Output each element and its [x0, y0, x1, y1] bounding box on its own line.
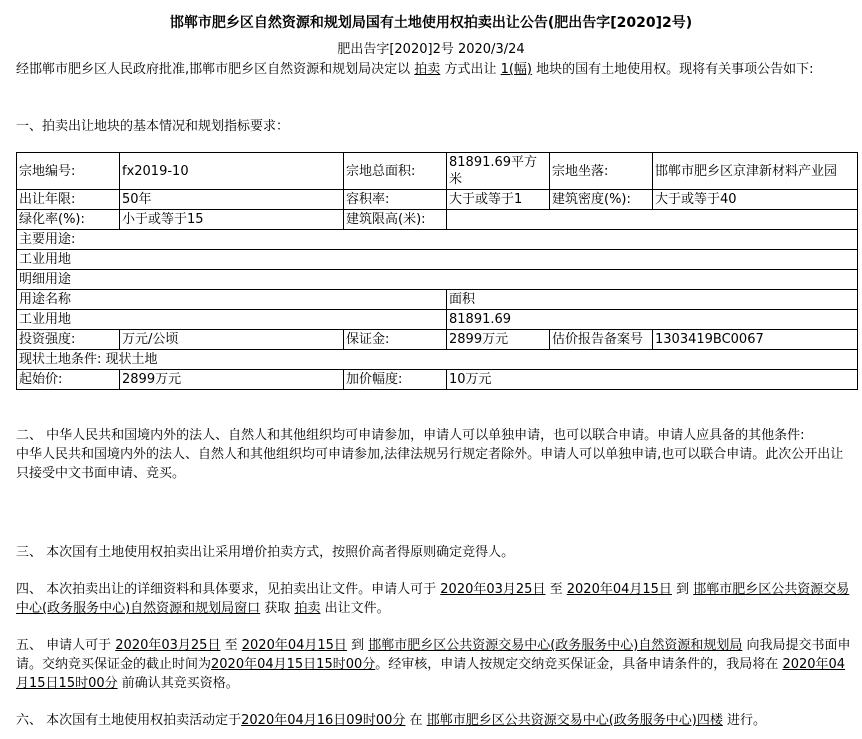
- table-row: 出让年限: 50年 容积率: 大于或等于1 建筑密度(%): 大于或等于40: [17, 190, 858, 210]
- section-1-heading: 一、拍卖出让地块的基本情况和规划指标要求：: [16, 119, 290, 134]
- auction-location-link[interactable]: 邯郸市肥乡区公共资源交易中心(政务服务中心)四楼: [426, 713, 723, 728]
- location-link[interactable]: 邯郸市肥乡区公共资源交易中心(政务服务中心)自然资源和规划局: [368, 638, 743, 653]
- qualification-deadline[interactable]: 2020年04月15日15时00分: [16, 657, 846, 691]
- section-5: 五、 申请人可于 2020年03月25日 至 2020年04月15日 到 邯郸市肥乡区公共资源交易中心(政务服务中心)自然资源和规划局 向我局提交书面申请。交纳竞买保证金的截止时间为2020年04月15日15时00分。经审核，申请人按规定交纳竞买保证金，具备申请条件的，我局将在 2020年04月15日15时00分 前确认其竞买资格。: [16, 638, 851, 691]
- table-row: 用途名称 面积: [17, 290, 858, 310]
- auction-time[interactable]: 2020年04月16日09时00分: [241, 713, 406, 728]
- intro-paragraph: 经邯郸市肥乡区人民政府批准,邯郸市肥乡区自然资源和规划局决定以 拍卖 方式出让 1(幅) 地块的国有土地使用权。现将有关事项公告如下:: [16, 62, 814, 77]
- section-2: 二、 中华人民共和国境内外的法人、自然人和其他组织均可申请参加，申请人可以单独申请，也可以联合申请。申请人应具备的其他条件: 中华人民共和国境内外的法人、自然人和其他组织均可申请参加,法律法规另行规定者除外。申请人可以单独申请,也可以联合申请。此次公开出让只接受中文书面申请、竞买。: [16, 428, 844, 481]
- table-row: 工业用地 81891.69: [17, 310, 858, 330]
- table-row: 明细用途: [17, 270, 858, 290]
- location-link[interactable]: 邯郸市肥乡区公共资源交易中心(政务服务中心)自然资源和规划局窗口: [16, 582, 850, 616]
- parcel-info-table: [16, 152, 858, 390]
- start-date-link[interactable]: 2020年03月25日: [440, 582, 546, 597]
- table-row: 绿化率(%): 小于或等于15 建筑限高(米):: [17, 210, 858, 230]
- table-row: 投资强度: 万元/公顷 保证金: 2899万元 估价报告备案号 1303419BC0067: [17, 330, 858, 350]
- method-link[interactable]: 拍卖: [414, 62, 441, 77]
- table-row: 起始价: 2899万元 加价幅度: 10万元: [17, 370, 858, 390]
- table-row: 主要用途:: [17, 230, 858, 250]
- section-4: 四、 本次拍卖出让的详细资料和具体要求，见拍卖出让文件。申请人可于 2020年03月25日 至 2020年04月15日 到 邯郸市肥乡区公共资源交易中心(政务服务中心)自然资源和规划局窗口 获取 拍卖 出让文件。: [16, 582, 850, 616]
- table-row: 现状土地条件: 现状土地: [17, 350, 858, 370]
- end-date-link[interactable]: 2020年04月15日: [566, 582, 672, 597]
- parcel-count: 1(幅): [500, 62, 533, 77]
- end-date-link[interactable]: 2020年04月15日: [241, 638, 347, 653]
- start-date-link[interactable]: 2020年03月25日: [115, 638, 221, 653]
- method-link[interactable]: 拍卖: [294, 601, 321, 616]
- deposit-deadline[interactable]: 2020年04月15日15时00分: [211, 657, 376, 672]
- section-3: 三、 本次国有土地使用权拍卖出让采用增价拍卖方式，按照价高者得原则确定竞得人。: [16, 545, 515, 560]
- table-row: 工业用地: [17, 250, 858, 270]
- page-title: 邯郸市肥乡区自然资源和规划局国有土地使用权拍卖出让公告(肥出告字[2020]2号): [169, 15, 693, 31]
- document-number-date: 肥出告字[2020]2号 2020/3/24: [337, 42, 525, 57]
- table-row: 宗地编号: fx2019-10 宗地总面积: 81891.69平方米 宗地坐落: 邯郸市肥乡区京津新材料产业园: [17, 153, 858, 190]
- section-6: 六、 本次国有土地使用权拍卖活动定于2020年04月16日09时00分 在 邯郸市肥乡区公共资源交易中心(政务服务中心)四楼 进行。: [16, 713, 767, 728]
